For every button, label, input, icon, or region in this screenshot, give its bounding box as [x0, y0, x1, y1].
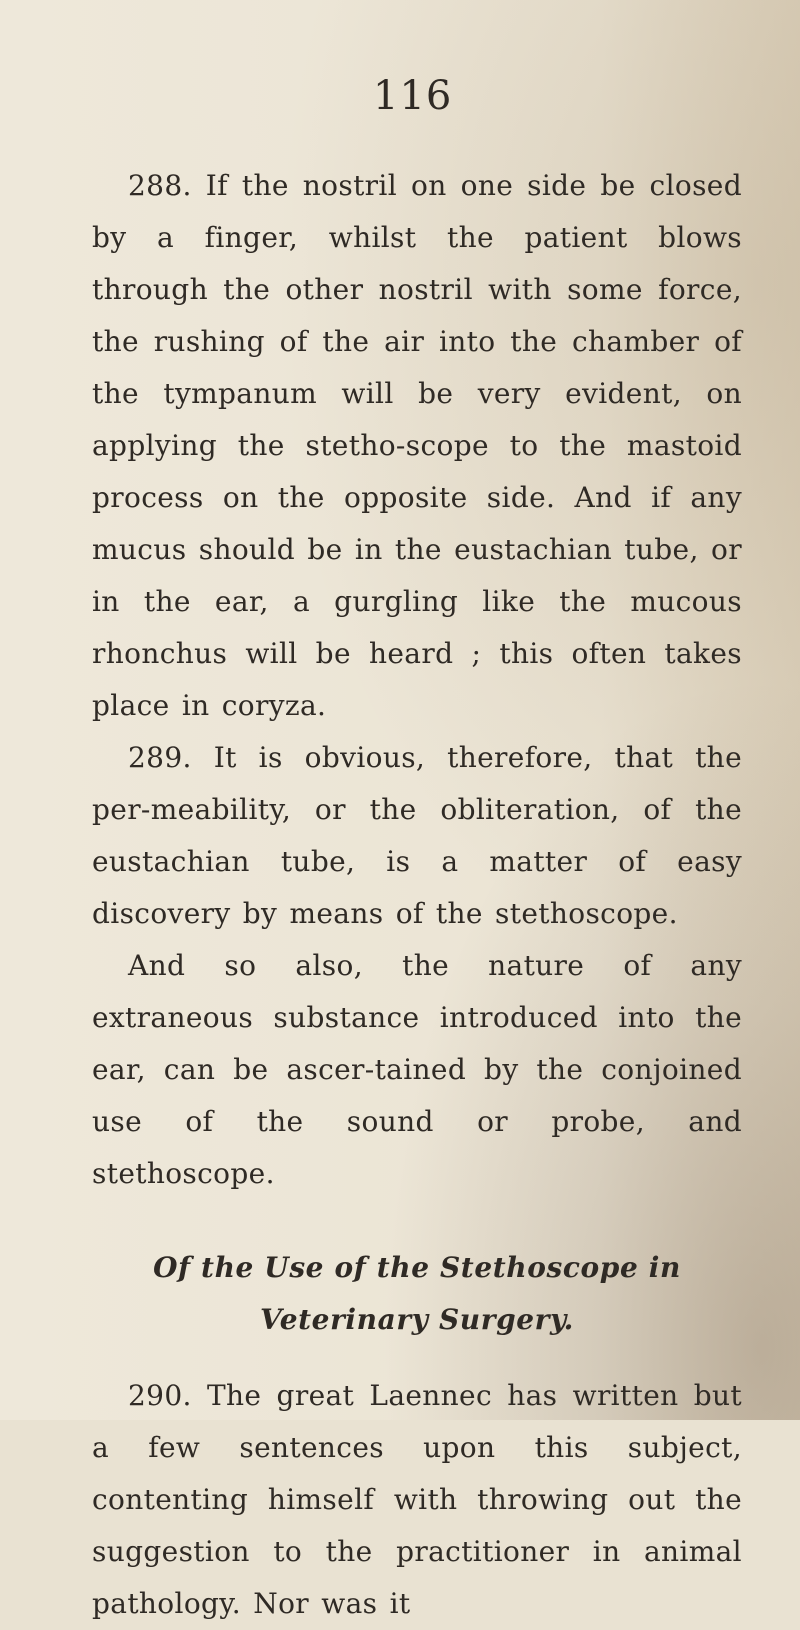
paragraph-288: 288. If the nostril on one side be closed by a finger, whilst the patient blows through the other nostril with some force, the rushing of the air into the chamber of the tympanum will be very evident, on applying the stetho-scope to the mastoid process on the opposite side. And if any mucus should be in the eustachian tube, or in the ear, a gurgling like the mucous rhonchus will be heard ; this often takes place in coryza.: [92, 169, 742, 722]
paragraph-289: 289. It is obvious, therefore, that the per-meability, or the obliteration, of the eustachian tube, is a matter of easy discovery by means of the stethoscope.: [92, 741, 742, 930]
paragraph-290: 290. The great Laennec has written but a few sentences upon this subject, contenting himself with throwing out the suggestion to the practitioner in animal pathology. Nor was it: [92, 1379, 742, 1620]
section-heading: Of the Use of the Stethoscope in Veterinary Surgery.: [153, 1251, 681, 1336]
page-number: 116: [373, 73, 453, 119]
page-text: [92, 160, 742, 1630]
paragraph-extraneous-substance: And so also, the nature of any extraneous substance introduced into the ear, can be ascer-tained by the conjoined use of the sound or probe, and stethoscope.: [92, 949, 742, 1190]
